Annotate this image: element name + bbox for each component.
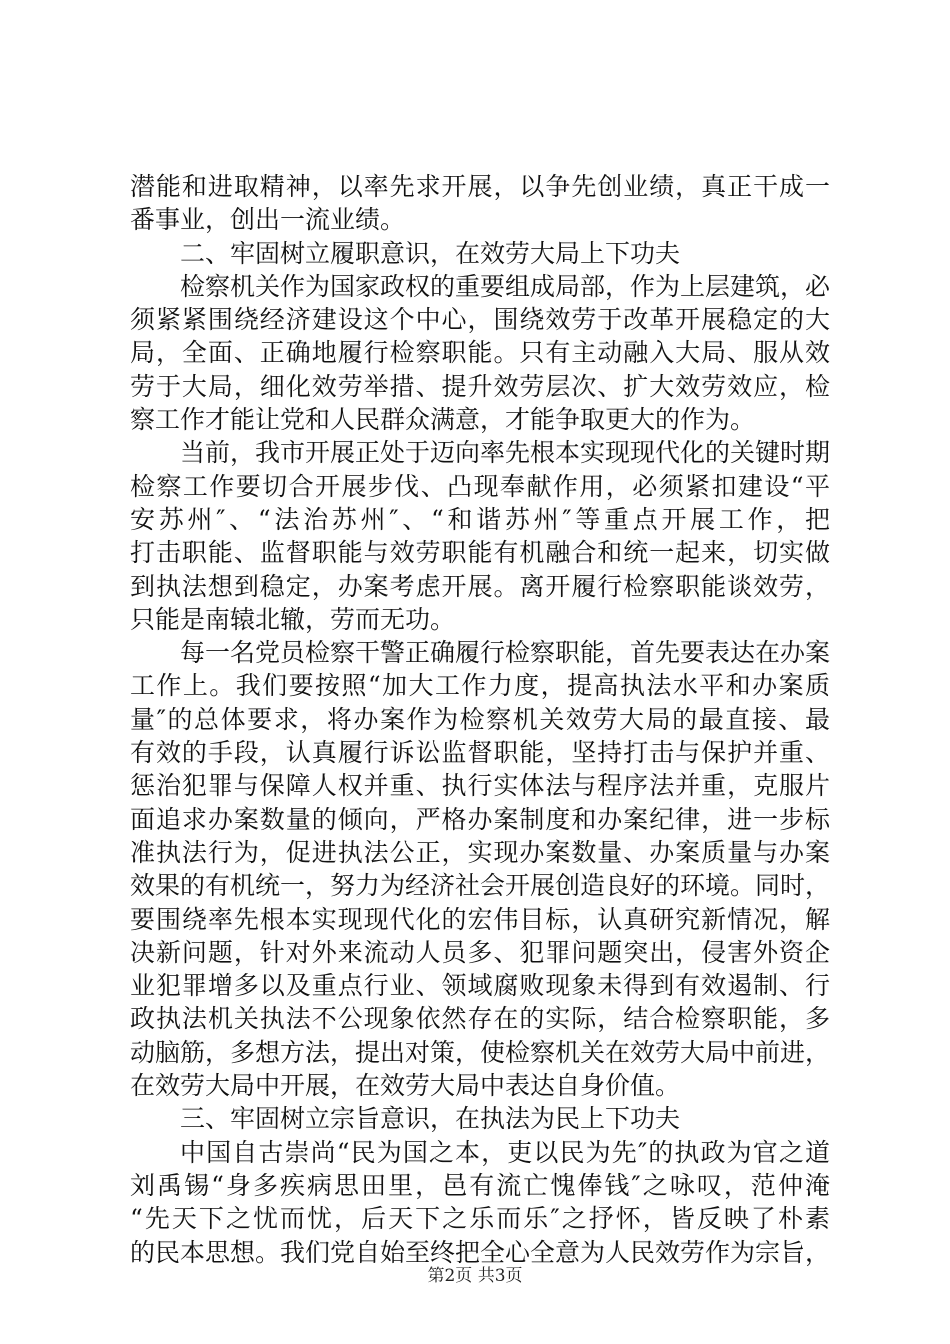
page-number-footer: 第2页 共3页 (427, 1266, 523, 1286)
text-line: 每一名党员检察干警正确履行检察职能，首先要表达在办案 (180, 638, 831, 668)
text-line: 检察机关作为国家政权的重要组成局部，作为上层建筑，必 (180, 271, 831, 301)
text-line: 检察工作要切合开展步伐、凸现奉献作用，必须紧扣建设“平 (130, 471, 830, 501)
text-line: 动脑筋，多想方法，提出对策，使检察机关在效劳大局中前进， (130, 1037, 831, 1067)
text-line: 工作上。我们要按照“加大工作力度，提高执法水平和办案质 (130, 671, 830, 701)
text-line: 量″的总体要求，将办案作为检察机关效劳大局的最直接、最 (130, 704, 830, 734)
text-line: 当前，我市开展正处于迈向率先根本实现现代化的关键时期 (180, 438, 831, 468)
section-heading: 三、牢固树立宗旨意识，在执法为民上下功夫 (180, 1104, 681, 1134)
text-line: 只能是南辕北辙，劳而无功。 (130, 604, 456, 634)
text-line: 潜能和进取精神，以率先求开展，以争先创业绩，真正干成一 (130, 172, 830, 201)
text-line: 劳于大局，细化效劳举措、提升效劳层次、扩大效劳效应，检 (130, 371, 830, 401)
body-text (130, 170, 830, 1269)
text-line: 察工作才能让党和人民群众满意，才能争取更大的作为。 (130, 405, 756, 435)
text-line: 刘禹锡“身多疾病思田里，邑有流亡愧俸钱″之咏叹，范仲淹 (130, 1170, 830, 1200)
text-line: 政执法机关执法不公现象依然存在的实际，结合检察职能，多 (130, 1004, 830, 1034)
text-line: 要围绕率先根本实现现代化的宏伟目标，认真研究新情况，解 (130, 904, 830, 934)
text-line: 局，全面、正确地履行检察职能。只有主动融入大局、服从效 (130, 338, 830, 368)
text-line: 效果的有机统一，努力为经济社会开展创造良好的环境。同时， (130, 871, 831, 901)
text-line: 到执法想到稳定，办案考虑开展。离开履行检察职能谈效劳， (130, 571, 830, 601)
text-line: 准执法行为，促进执法公正，实现办案数量、办案质量与办案 (130, 837, 830, 867)
section-heading: 二、牢固树立履职意识，在效劳大局上下功夫 (180, 238, 681, 268)
text-line: 番事业，创出一流业绩。 (130, 205, 406, 235)
text-line: 有效的手段，认真履行诉讼监督职能，坚持打击与保护并重、 (130, 738, 830, 768)
text-line: 业犯罪增多以及重点行业、领域腐败现象未得到有效遏制、行 (130, 971, 830, 1001)
text-line: “先天下之忧而忧，后天下之乐而乐″之抒怀，皆反映了朴素 (130, 1204, 830, 1234)
text-line: 须紧紧围绕经济建设这个中心，围绕效劳于改革开展稳定的大 (130, 305, 830, 335)
text-line: 面追求办案数量的倾向，严格办案制度和办案纪律，进一步标 (130, 804, 830, 834)
text-line: 中国自古崇尚“民为国之本，吏以民为先″的执政为官之道 (180, 1137, 830, 1167)
text-line: 的民本思想。我们党自始至终把全心全意为人民效劳作为宗旨， (130, 1237, 831, 1267)
text-line: 决新问题，针对外来流动人员多、犯罪问题突出，侵害外资企 (130, 937, 830, 967)
text-line: 打击职能、监督职能与效劳职能有机融合和统一起来，切实做 (130, 538, 830, 568)
text-line: 惩治犯罪与保障人权并重、执行实体法与程序法并重，克服片 (130, 771, 830, 801)
text-line: 在效劳大局中开展，在效劳大局中表达自身价值。 (130, 1071, 681, 1101)
text-line: 安苏州″、“法治苏州″、“和谐苏州″等重点开展工作，把 (130, 504, 830, 534)
